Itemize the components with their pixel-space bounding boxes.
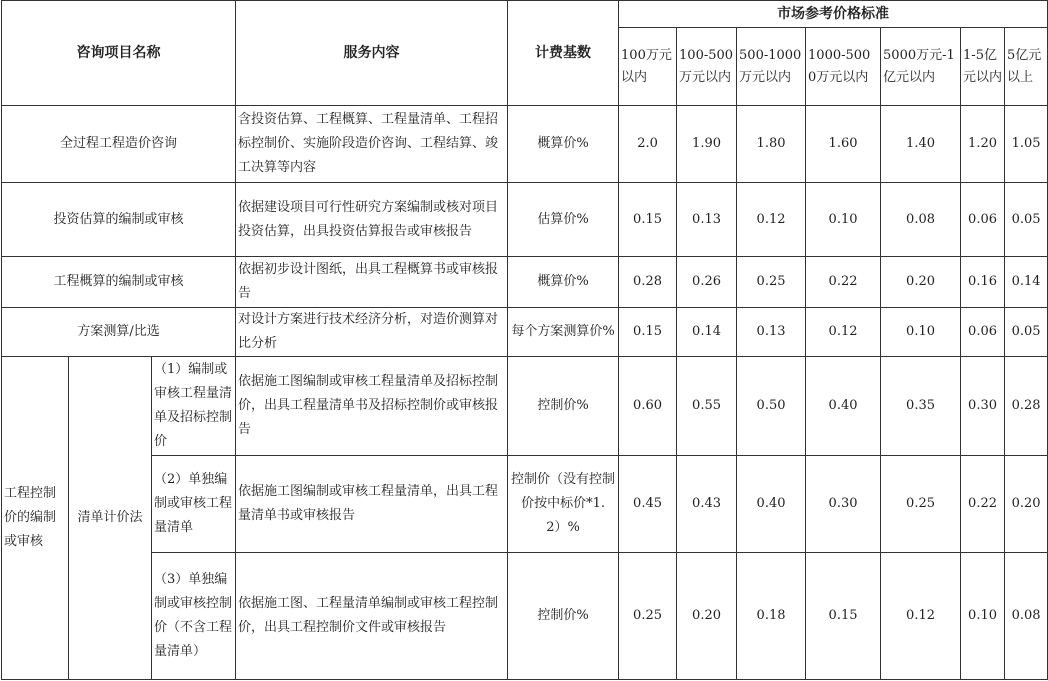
service-content: 对设计方案进行技术经济分析，对造价测算对比分析 <box>236 308 508 357</box>
header-range: 500-1000万元以内 <box>737 28 806 106</box>
rate-value: 0.43 <box>677 456 737 553</box>
fee-basis: 概算价% <box>508 106 619 183</box>
rate-value: 0.13 <box>677 183 737 257</box>
rate-value: 0.14 <box>677 308 737 357</box>
rate-value: 0.22 <box>806 257 881 308</box>
table-row <box>2 357 1048 456</box>
fee-basis: 控制价% <box>508 357 619 456</box>
item-name: 方案测算/比选 <box>2 308 236 357</box>
header-range: 100万元以内 <box>619 28 677 106</box>
table-row <box>2 553 1048 680</box>
rate-value: 0.25 <box>881 456 961 553</box>
rate-value: 0.15 <box>619 183 677 257</box>
service-content: 依据施工图编制或审核工程量清单，出具工程量清单书或审核报告 <box>236 456 508 553</box>
fee-basis: 每个方案测算价% <box>508 308 619 357</box>
rate-value: 0.16 <box>961 257 1005 308</box>
rate-value: 1.40 <box>881 106 961 183</box>
rate-value: 0.12 <box>806 308 881 357</box>
rate-value: 0.30 <box>961 357 1005 456</box>
header-range: 5亿元以上 <box>1005 28 1048 106</box>
service-content: 依据建设项目可行性研究方案编制或核对项目投资估算，出具投资估算报告或审核报告 <box>236 183 508 257</box>
rate-value: 0.15 <box>806 553 881 680</box>
rate-value: 0.22 <box>961 456 1005 553</box>
table-row <box>2 456 1048 553</box>
header-market: 市场参考价格标准 <box>619 1 1048 28</box>
rate-value: 0.06 <box>961 183 1005 257</box>
rate-value: 0.40 <box>806 357 881 456</box>
rate-value: 1.20 <box>961 106 1005 183</box>
rate-value: 0.10 <box>806 183 881 257</box>
table-row <box>2 257 1048 308</box>
rate-value: 1.90 <box>677 106 737 183</box>
rate-value: 0.25 <box>619 553 677 680</box>
service-content: 依据施工图编制或审核工程量清单及招标控制价，出具工程量清单书及招标控制价或审核报告 <box>236 357 508 456</box>
fee-basis: 估算价% <box>508 183 619 257</box>
rate-value: 0.20 <box>677 553 737 680</box>
rate-value: 0.12 <box>881 553 961 680</box>
rate-value: 0.28 <box>619 257 677 308</box>
header-range: 1-5亿元以内 <box>961 28 1005 106</box>
rate-value: 0.28 <box>1005 357 1048 456</box>
rate-value: 1.60 <box>806 106 881 183</box>
item-name: 工程概算的编制或审核 <box>2 257 236 308</box>
item-name: 投资估算的编制或审核 <box>2 183 236 257</box>
rate-value: 0.60 <box>619 357 677 456</box>
table-row <box>2 106 1048 183</box>
table-row <box>2 183 1048 257</box>
fee-basis: 控制价% <box>508 553 619 680</box>
header-range: 100-500万元以内 <box>677 28 737 106</box>
rate-value: 1.05 <box>1005 106 1048 183</box>
rate-value: 0.14 <box>1005 257 1048 308</box>
rate-value: 0.15 <box>619 308 677 357</box>
rate-value: 0.40 <box>737 456 806 553</box>
rate-value: 0.13 <box>737 308 806 357</box>
rate-value: 0.08 <box>881 183 961 257</box>
item-name: 全过程工程造价咨询 <box>2 106 236 183</box>
rate-value: 0.06 <box>961 308 1005 357</box>
header-name: 咨询项目名称 <box>2 1 236 106</box>
service-content: 依据初步设计图纸，出具工程概算书或审核报告 <box>236 257 508 308</box>
rate-value: 0.30 <box>806 456 881 553</box>
header-basis: 计费基数 <box>508 1 619 106</box>
pricing-method: 清单计价法 <box>69 357 152 680</box>
header-range: 5000万元-1亿元以内 <box>881 28 961 106</box>
rate-value: 0.10 <box>961 553 1005 680</box>
rate-value: 0.18 <box>737 553 806 680</box>
rate-value: 0.45 <box>619 456 677 553</box>
header-content: 服务内容 <box>236 1 508 106</box>
item-name: （1）编制或审核工程量清单及招标控制价 <box>152 357 236 456</box>
rate-value: 0.05 <box>1005 183 1048 257</box>
service-content: 依据施工图、工程量清单编制或审核工程控制价，出具工程控制价文件或审核报告 <box>236 553 508 680</box>
rate-value: 0.25 <box>737 257 806 308</box>
rate-value: 0.50 <box>737 357 806 456</box>
item-name: （3）单独编制或审核控制价（不含工程量清单） <box>152 553 236 680</box>
rate-value: 0.20 <box>881 257 961 308</box>
rate-value: 0.05 <box>1005 308 1048 357</box>
fee-basis: 控制价（没有控制价按中标价*1.2）% <box>508 456 619 553</box>
header-range: 1000-5000万元以内 <box>806 28 881 106</box>
rate-value: 2.0 <box>619 106 677 183</box>
rate-value: 0.20 <box>1005 456 1048 553</box>
item-name: （2）单独编制或审核工程量清单 <box>152 456 236 553</box>
rate-value: 1.80 <box>737 106 806 183</box>
rate-value: 0.26 <box>677 257 737 308</box>
fee-standard-table <box>1 0 1048 680</box>
rate-value: 0.10 <box>881 308 961 357</box>
table-row <box>2 308 1048 357</box>
fee-basis: 概算价% <box>508 257 619 308</box>
service-content: 含投资估算、工程概算、工程量清单、工程招标控制价、实施阶段造价咨询、工程结算、竣工决算等内容 <box>236 106 508 183</box>
rate-value: 0.35 <box>881 357 961 456</box>
control-category: 工程控制价的编制或审核 <box>2 357 69 680</box>
rate-value: 0.55 <box>677 357 737 456</box>
rate-value: 0.08 <box>1005 553 1048 680</box>
rate-value: 0.12 <box>737 183 806 257</box>
